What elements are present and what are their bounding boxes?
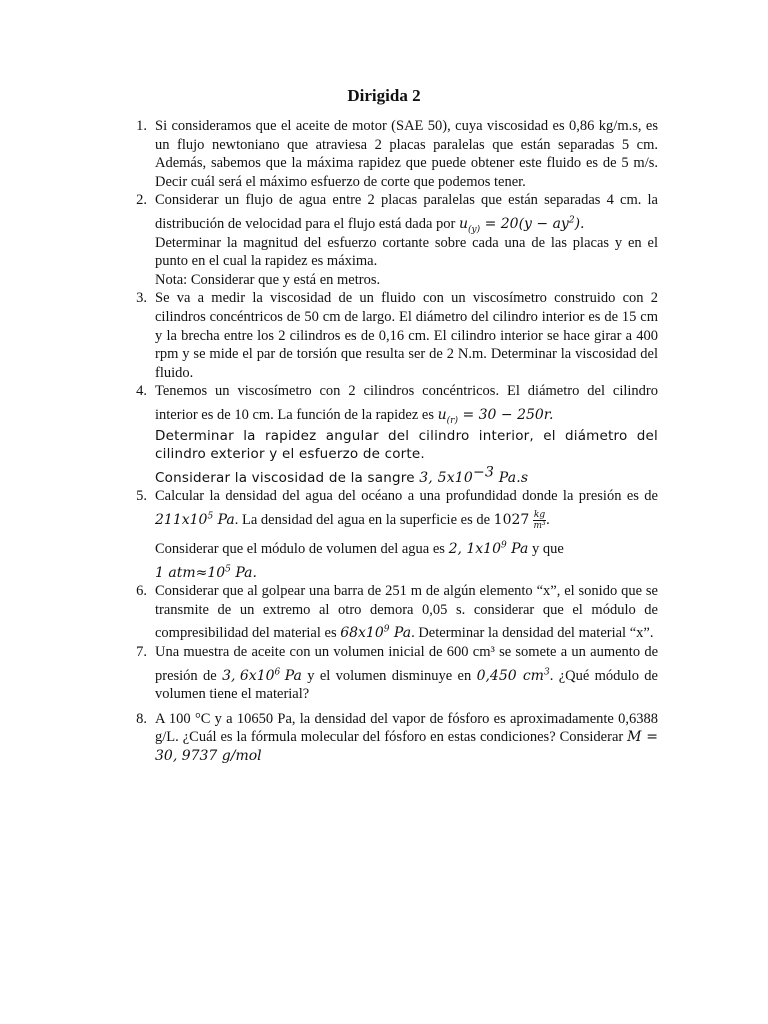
item-number: 8.	[136, 710, 147, 727]
list-item	[118, 382, 658, 487]
item-number: 4.	[136, 383, 147, 400]
list-item	[118, 117, 658, 191]
item-number: 6.	[136, 583, 147, 600]
item-text: Tenemos un viscosímetro con 2 cilindros concéntricos. El diámetro del cilindro interior es de 10 cm. La función de la rapidez es $u_{(r)} = 30 - 250r$. Determinar la rapidez angular del cilindro interior, el diámetro del cilindro exterior y el esfuerzo de corte. Considerar la viscosidad de la sangre 3, $5x10^{-3}$ Pa.s	[155, 383, 658, 486]
list-item	[118, 582, 658, 643]
item-number: 2.	[136, 192, 147, 209]
list-item	[118, 191, 658, 289]
speed-equation: $u_{(r)} = 30 - 250r$.	[437, 406, 554, 426]
velocity-equation: $u_{(y)} = 20(y - ay^2)$.	[459, 215, 585, 235]
item-text: Una muestra de aceite con un volumen inicial de 600 cm³ se somete a un aumento de presión de 3, $6x10^6$ Pa y el volumen disminuye en 0,450 $cm^3$. ¿Qué módulo de volumen tiene el material?	[155, 644, 658, 703]
document-title: Dirigida 2	[347, 86, 421, 105]
units-fraction: $\frac{kg}{\text{m³}}$	[533, 510, 546, 532]
item-text: Se va a medir la viscosidad de un fluido con un viscosímetro construido con 2 cilindros concéntricos de 50 cm de largo. El diámetro del cilindro interior es de 15 cm y la brecha entre los 2 cilindros es de 0,16 cm. El cilindro interior se hace girar a 400 rpm y se mide el par de torsión que resulta ser de 2 N.m. Determinar la viscosidad del fluido.	[155, 290, 658, 381]
item-number: 5.	[136, 488, 147, 505]
item-number: 7.	[136, 644, 147, 661]
problem-list	[118, 117, 658, 766]
item-text: Si consideramos que el aceite de motor (SAE 50), cuya viscosidad es 0,86 kg/m.s, es un flujo newtoniano que atraviesa 2 placas paralelas que están separadas 5 cm. Además, sabemos que la máxima rapidez que puede obtener este fluido es de 5 m/s. Decir cuál será el máximo esfuerzo de corte que podemos tener.	[155, 118, 658, 190]
list-item	[118, 487, 658, 582]
item-text: Calcular la densidad del agua del océano a una profundidad donde la presión es de $211x10^5$ Pa. La densidad del agua en la superficie es de 1027 $\frac{kg}{\text{m³}}$ . Considerar que el módulo de volumen del agua es 2, $1x10^9$ Pa y que 1 $atm\approx 10^5$ Pa.	[155, 488, 658, 581]
item-number: 1.	[136, 118, 147, 134]
item-text: A 100 °C y a 10650 Pa, la densidad del vapor de fósforo es aproximadamente 0,6388 g/L. ¿Cuál es la fórmula molecular del fósforo en estas condiciones? Considerar M = 30, 9737 g/mol	[155, 710, 658, 764]
list-item	[118, 289, 658, 382]
list-item	[118, 710, 658, 766]
item-text: Considerar un flujo de agua entre 2 placas paralelas que están separadas 4 cm. la distribución de velocidad para el flujo está dada por $u_{(y)} = 20(y - ay^2)$. Determinar la magnitud del esfuerzo cortante sobre cada una de las placas y en el punto en el cual la rapidez es máxima. Nota: Considerar que y está en metros.	[155, 192, 658, 288]
list-item	[118, 643, 658, 704]
item-number: 3.	[136, 290, 147, 307]
item-text: Considerar que al golpear una barra de 251 m de algún elemento “x”, el sonido que se transmite de un extremo al otro demora 0,05 s. considerar que el módulo de compresibilidad del material es $68x10^9$ Pa. Determinar la densidad del material “x”.	[155, 583, 658, 642]
